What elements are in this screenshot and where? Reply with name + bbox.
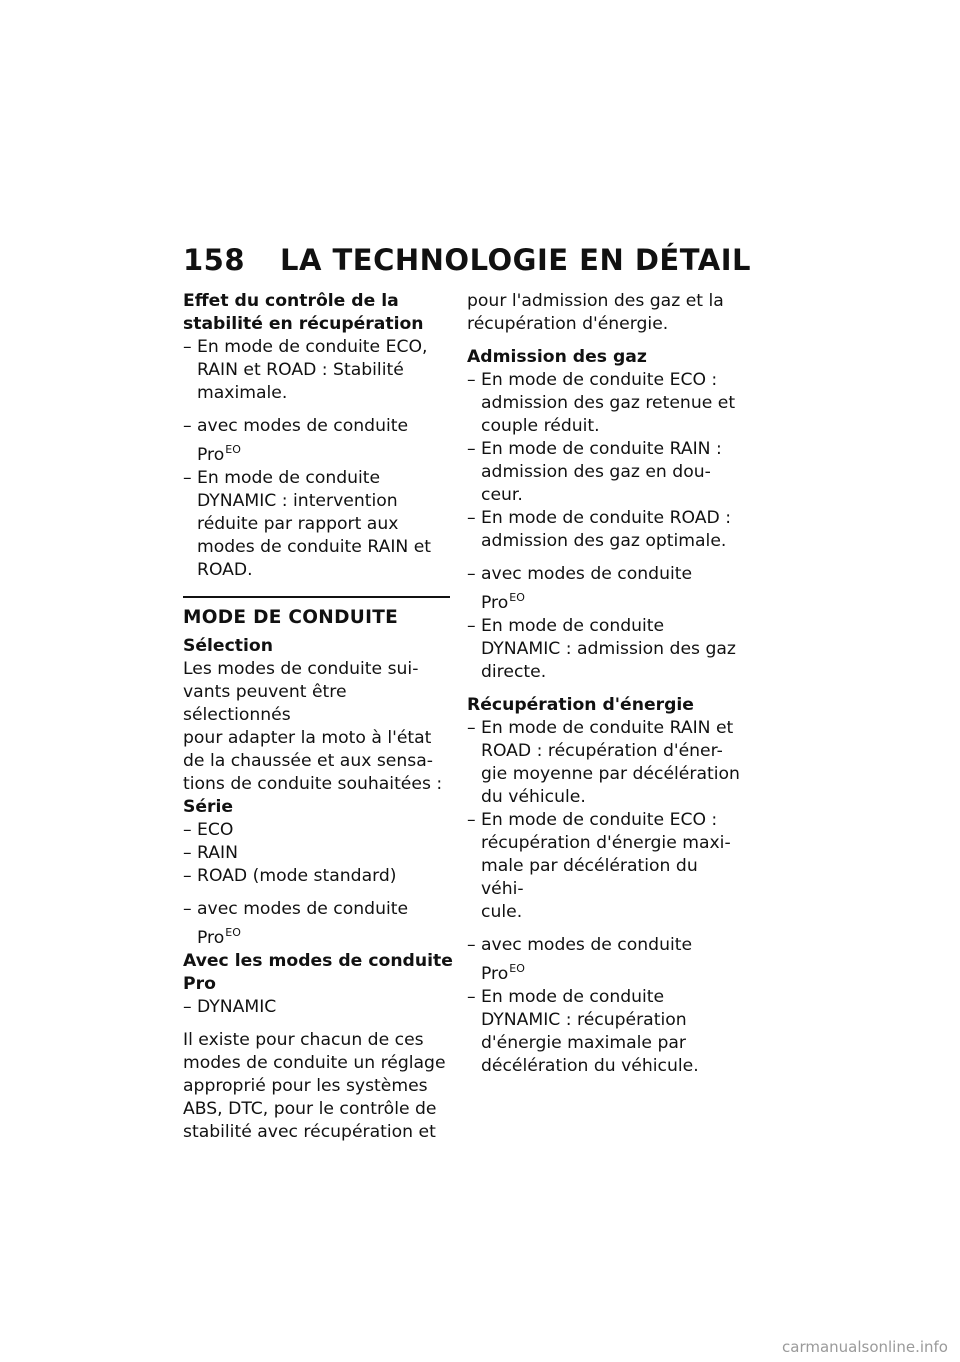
stability-heading-line: Effet du contrôle de la [183,291,399,311]
heading-line: Pro [183,974,216,994]
list-item [183,336,453,405]
right-column [467,290,742,1078]
list-item [467,507,742,553]
pro-word: Pro [481,964,509,984]
list-item-line: – En mode de conduite ECO, [197,337,428,357]
list-item-line: maximale. [197,383,288,403]
final-paragraph [183,1029,453,1144]
section-divider [183,596,450,598]
list-item: – ECO [183,819,453,842]
left-column [183,290,453,1144]
pro-note-text: – avec modes de conduite [197,416,409,436]
list-item [467,615,742,684]
list-item [467,438,742,507]
list-item-line: – En mode de conduite RAIN et [481,718,734,738]
paragraph-line: ABS, DTC, pour le contrôle de [183,1099,437,1119]
serie-heading: Série [183,797,234,817]
list-item-line: RAIN et ROAD : Stabilité [197,360,404,380]
eo-superscript: EO [509,591,525,604]
list-item: – ROAD (mode standard) [183,865,453,888]
pro-word: Pro [197,928,225,948]
paragraph-line: tions de conduite souhaitées : [183,774,443,794]
selection-heading: Sélection [183,636,273,656]
throttle-heading: Admission des gaz [467,347,647,367]
list-item-line: ROAD. [197,560,253,580]
pro-note-text: – avec modes de conduite [481,564,693,584]
pro-note-text: – avec modes de conduite [197,899,409,919]
pro-note-text: – avec modes de conduite [481,935,693,955]
list-item-line: – En mode de conduite ECO : [481,370,718,390]
list-item-line: ceur. [481,485,523,505]
eo-superscript: EO [225,443,241,456]
paragraph-line: pour adapter la moto à l'état [183,728,432,748]
list-item-line: DYNAMIC : intervention [197,491,398,511]
pro-modes-heading [183,950,453,996]
paragraph-line: Les modes de conduite sui- [183,659,419,679]
list-item-line: DYNAMIC : admission des gaz [481,639,736,659]
eo-superscript: EO [509,962,525,975]
paragraph-line: approprié pour les systèmes [183,1076,428,1096]
heading-line: Avec les modes de conduite [183,951,453,971]
list-item-line: cule. [481,902,523,922]
list-item [183,467,453,582]
list-item-line: du véhicule. [481,787,586,807]
paragraph-line: Il existe pour chacun de ces [183,1030,424,1050]
list-item-line: DYNAMIC : récupération [481,1010,687,1030]
list-item-line: décélération du véhicule. [481,1056,699,1076]
section-title: MODE DE CONDUITE [183,607,399,628]
list-item-line: admission des gaz optimale. [481,531,727,551]
pro-note [183,415,453,467]
list-item-line: récupération d'énergie maxi- [481,833,731,853]
paragraph-line: de la chaussée et aux sensa- [183,751,433,771]
pro-word: Pro [481,593,509,613]
list-item [467,369,742,438]
pro-word: Pro [197,445,225,465]
list-item-line: – En mode de conduite [481,987,665,1007]
paragraph-line: stabilité avec récupération et [183,1122,436,1142]
list-item-line: gie moyenne par décélération [481,764,740,784]
pro-note [467,934,742,986]
stability-heading-line: stabilité en récupération [183,314,424,334]
list-item-line: male par décélération du véhi- [481,856,698,899]
page-number: 158 [183,243,246,277]
recuperation-heading: Récupération d'énergie [467,695,694,715]
list-item-line: d'énergie maximale par [481,1033,686,1053]
list-item-line: – En mode de conduite [481,616,665,636]
page-title: LA TECHNOLOGIE EN DÉTAIL [280,243,751,277]
stability-heading [183,290,453,336]
list-item: – DYNAMIC [183,996,453,1019]
list-item-line: directe. [481,662,547,682]
list-item-line: – En mode de conduite [197,468,381,488]
list-item-line: admission des gaz retenue et [481,393,736,413]
continued-paragraph [467,290,742,336]
pro-note [467,563,742,615]
page-header [183,243,751,277]
list-item: – RAIN [183,842,453,865]
list-item-line: admission des gaz en dou- [481,462,711,482]
list-item-line: couple réduit. [481,416,600,436]
paragraph-line: récupération d'énergie. [467,314,669,334]
list-item-line: – En mode de conduite RAIN : [481,439,722,459]
paragraph-line: pour l'admission des gaz et la [467,291,724,311]
watermark: carmanualsonline.info [782,1338,948,1356]
list-item-line: – En mode de conduite ROAD : [481,508,731,528]
selection-paragraph [183,658,453,796]
list-item [467,717,742,809]
list-item [467,809,742,924]
list-item [467,986,742,1078]
paragraph-line: modes de conduite un réglage [183,1053,446,1073]
list-item-line: réduite par rapport aux [197,514,399,534]
list-item-line: – En mode de conduite ECO : [481,810,718,830]
eo-superscript: EO [225,926,241,939]
paragraph-line: vants peuvent être sélectionnés [183,682,347,725]
list-item-line: ROAD : récupération d'éner- [481,741,723,761]
list-item-line: modes de conduite RAIN et [197,537,432,557]
pro-note [183,898,453,950]
